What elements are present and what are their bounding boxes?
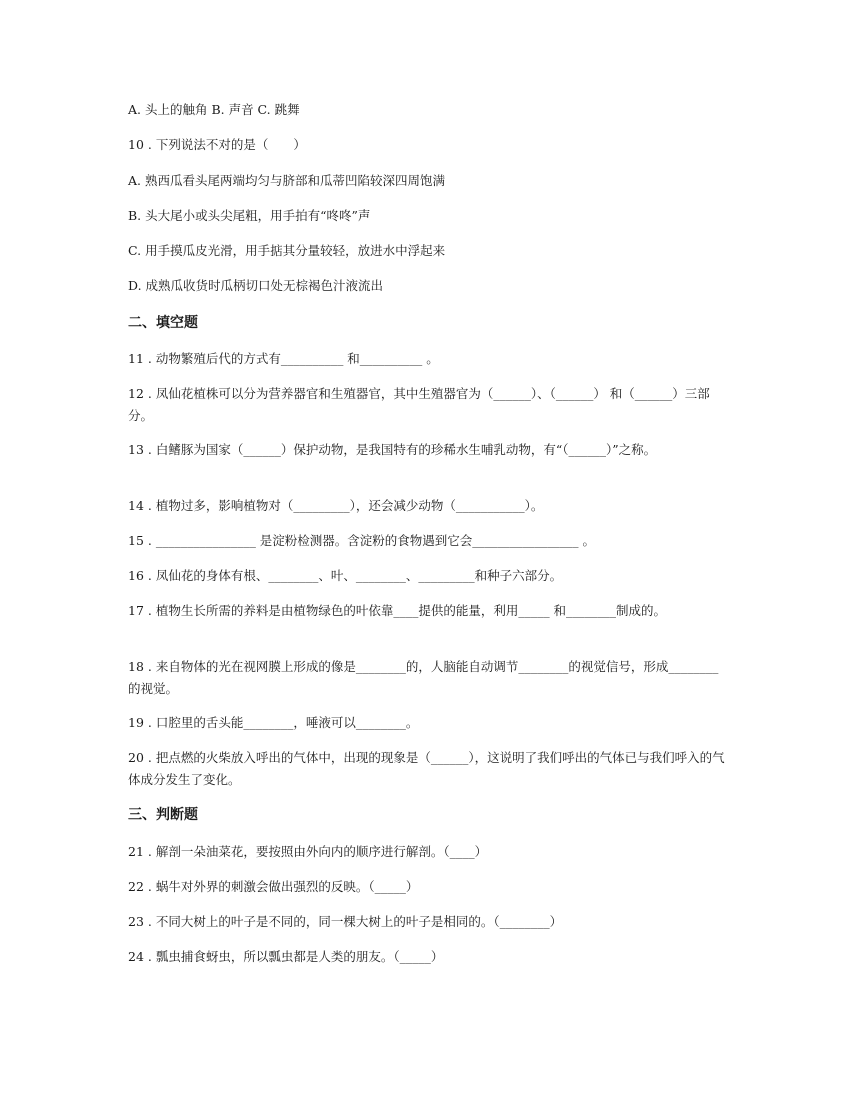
q12: 12 . 凤仙花植株可以分为营养器官和生殖器官，其中生殖器官为（______）、（______） 和（______）三部分。 [128,386,710,423]
q16: 16 . 凤仙花的身体有根、________、叶、________、_________和种子六部分。 [128,568,563,583]
q11: 11 . 动物繁殖后代的方式有__________ 和__________ 。 [128,351,439,366]
q23: 23 . 不同大树上的叶子是不同的，同一棵大树上的叶子是相同的。（________） [128,914,563,929]
q9-options: A. 头上的触角 B. 声音 C. 跳舞 [128,102,300,117]
q19: 19 . 口腔里的舌头能________，唾液可以________。 [128,715,419,730]
q17: 17 . 植物生长所需的养料是由植物绿色的叶依靠____提供的能量，利用_____ 和________制成的。 [128,603,667,618]
q10-option-a: A. 熟西瓜看头尾两端均匀与脐部和瓜蒂凹陷较深四周饱满 [128,173,445,188]
q13: 13 . 白鳍豚为国家（______）保护动物，是我国特有的珍稀水生哺乳动物，有“（______）”之称。 [128,442,657,457]
section-heading-fill-blank: 二、填空题 [128,315,198,331]
q22: 22 . 蜗牛对外界的刺激会做出强烈的反映。（_____） [128,879,419,894]
q14: 14 . 植物过多，影响植物对（_________），还会减少动物（___________）。 [128,498,544,513]
q21: 21 . 解剖一朵油菜花，要按照由外向内的顺序进行解剖。（____） [128,844,488,859]
q18: 18 . 来自物体的光在视网膜上形成的像是________的，人脑能自动调节________的视觉信号，形成________的视觉。 [128,659,719,696]
q10-option-b: B. 头大尾小或头尖尾粗，用手拍有“咚咚”声 [128,208,371,223]
q24: 24 . 瓢虫捕食蚜虫，所以瓢虫都是人类的朋友。（_____） [128,949,444,964]
q20: 20 . 把点燃的火柴放入呼出的气体中，出现的现象是（______），这说明了我们呼出的气体已与我们呼入的气体成分发生了变化。 [128,750,725,787]
q10-option-c: C. 用手摸瓜皮光滑，用手掂其分量较轻，放进水中浮起来 [128,243,446,258]
q15: 15 . ________________ 是淀粉检测器。含淀粉的食物遇到它会_________________ 。 [128,533,596,548]
q10-option-d: D. 成熟瓜收货时瓜柄切口处无棕褐色汁液流出 [128,278,384,293]
q10-stem: 10 . 下列说法不对的是（ ） [128,137,306,152]
section-heading-true-false: 三、判断题 [128,807,198,823]
